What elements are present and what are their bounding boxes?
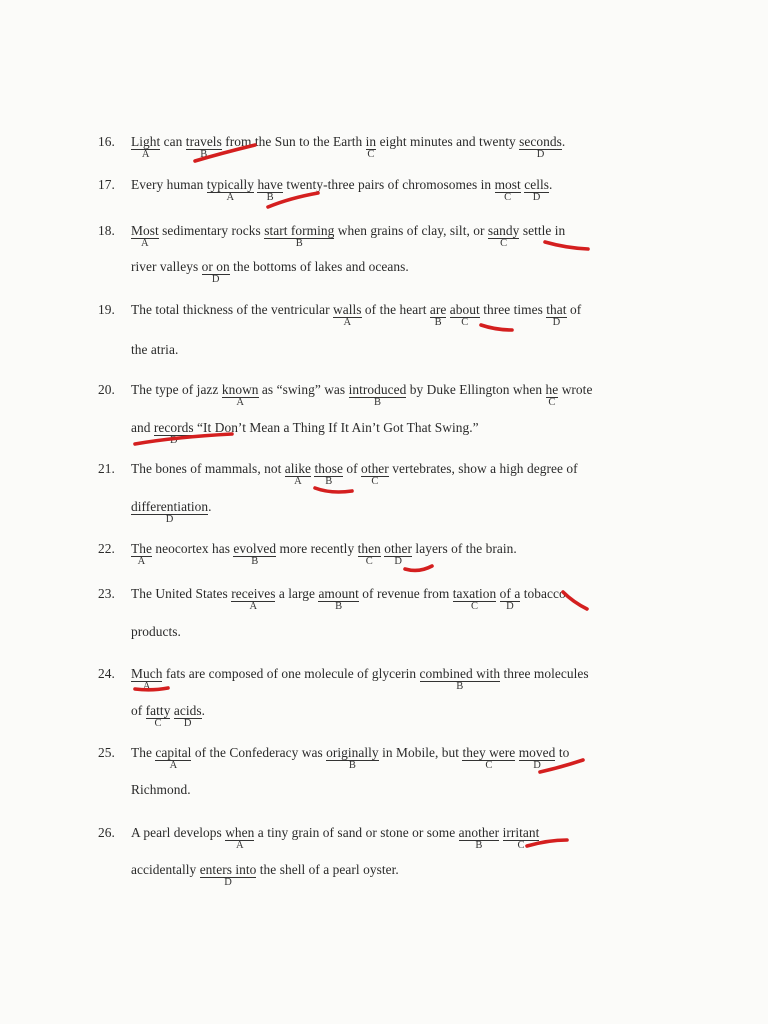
sentence-text: vertebrates, show a high degree of bbox=[388, 461, 578, 476]
sentence-text: products. bbox=[131, 624, 181, 639]
question-17 bbox=[98, 177, 553, 203]
question-number: 20. bbox=[98, 382, 115, 397]
answer-option bbox=[264, 223, 335, 249]
answer-option bbox=[545, 382, 559, 408]
question-19-continued bbox=[98, 342, 178, 358]
option-letter: C bbox=[371, 476, 379, 487]
answer-option bbox=[131, 223, 159, 249]
option-text: introduced bbox=[348, 382, 407, 397]
option-letter: C bbox=[367, 149, 375, 160]
option-text: have bbox=[257, 177, 283, 192]
option-text: acids bbox=[173, 703, 202, 718]
sentence-text: neocortex has bbox=[151, 541, 234, 556]
option-letter: A bbox=[235, 840, 244, 851]
sentence-text: settle in bbox=[519, 223, 566, 238]
red-pen-mark-q18 bbox=[545, 242, 588, 249]
question-24-continued bbox=[98, 703, 206, 729]
answer-option bbox=[231, 586, 276, 612]
option-text: records bbox=[153, 420, 194, 435]
sentence-text: “It Don’t Mean a Thing If It Ain’t Got That Swing.” bbox=[193, 420, 479, 435]
sentence-text: . bbox=[208, 499, 212, 514]
question-number: 25. bbox=[98, 745, 115, 760]
sentence-text: The bbox=[131, 745, 156, 760]
option-letter: A bbox=[294, 476, 302, 487]
option-text: combined with bbox=[419, 666, 501, 681]
option-letter: A bbox=[226, 192, 235, 203]
question-21-continued bbox=[98, 499, 212, 525]
answer-option bbox=[429, 302, 447, 328]
answer-option bbox=[361, 461, 389, 487]
answer-option bbox=[199, 862, 257, 888]
answer-option bbox=[284, 461, 312, 487]
answer-option bbox=[348, 382, 407, 408]
option-text: travels bbox=[185, 134, 222, 149]
red-pen-mark-q23 bbox=[563, 592, 587, 609]
option-letter: C bbox=[461, 317, 469, 328]
option-letter: D bbox=[183, 718, 192, 729]
option-letter: B bbox=[200, 149, 208, 160]
option-letter: C bbox=[504, 192, 512, 203]
option-text: irritant bbox=[502, 825, 540, 840]
option-text: alike bbox=[284, 461, 312, 476]
answer-option bbox=[524, 177, 550, 203]
sentence-text: . bbox=[549, 177, 553, 192]
option-letter: A bbox=[142, 681, 151, 692]
sentence-text: the atria. bbox=[131, 342, 179, 357]
sentence-text: can bbox=[160, 134, 186, 149]
answer-option bbox=[233, 541, 277, 567]
option-text: fatty bbox=[145, 703, 171, 718]
answer-option bbox=[449, 302, 480, 328]
sentence-text: of bbox=[342, 461, 362, 476]
question-22 bbox=[98, 541, 517, 567]
answer-option bbox=[131, 134, 161, 160]
answer-option bbox=[419, 666, 501, 692]
sentence-text: wrote bbox=[558, 382, 593, 397]
sentence-text: accidentally bbox=[131, 862, 200, 877]
sentence-text: Every human bbox=[131, 177, 207, 192]
option-letter: D bbox=[506, 601, 514, 612]
option-text: typically bbox=[206, 177, 255, 192]
option-text: amount bbox=[318, 586, 359, 601]
answer-option bbox=[452, 586, 497, 612]
option-letter: A bbox=[137, 556, 146, 567]
option-text: other bbox=[361, 461, 389, 476]
answer-option bbox=[518, 745, 556, 771]
option-text: start forming bbox=[264, 223, 335, 238]
option-text: Light bbox=[131, 134, 161, 149]
option-letter: C bbox=[517, 840, 525, 851]
option-text: in bbox=[365, 134, 377, 149]
option-letter: D bbox=[211, 274, 220, 285]
question-26-continued bbox=[98, 862, 399, 888]
sentence-text: river valleys bbox=[131, 259, 202, 274]
answer-option bbox=[153, 420, 194, 446]
sentence-text: The United States bbox=[131, 586, 232, 601]
option-text: they were bbox=[462, 745, 516, 760]
sentence-text: eight minutes and twenty bbox=[376, 134, 520, 149]
option-letter: B bbox=[348, 760, 356, 771]
option-letter: B bbox=[266, 192, 274, 203]
sentence-text: more recently bbox=[276, 541, 358, 556]
sentence-text: layers of the brain. bbox=[412, 541, 517, 556]
option-text: other bbox=[384, 541, 413, 556]
sentence-text: Richmond. bbox=[131, 782, 191, 797]
sentence-text: of bbox=[131, 703, 146, 718]
question-number: 26. bbox=[98, 825, 115, 840]
sentence-text: three times bbox=[479, 302, 547, 317]
option-text: he bbox=[545, 382, 559, 397]
answer-option bbox=[487, 223, 520, 249]
option-text: Most bbox=[131, 223, 159, 238]
sentence-text: of bbox=[566, 302, 582, 317]
option-letter: B bbox=[373, 397, 381, 408]
option-letter: C bbox=[485, 760, 493, 771]
answer-option bbox=[155, 745, 192, 771]
option-letter: D bbox=[536, 149, 545, 160]
answer-option bbox=[201, 259, 230, 285]
sentence-text: of revenue from bbox=[358, 586, 453, 601]
option-text: The bbox=[131, 541, 152, 556]
answer-option bbox=[462, 745, 516, 771]
question-25 bbox=[98, 745, 570, 771]
answer-option bbox=[519, 134, 562, 160]
sentence-text: a tiny grain of sand or stone or some bbox=[254, 825, 459, 840]
question-20-continued bbox=[98, 420, 479, 446]
option-text: about bbox=[449, 302, 480, 317]
option-text: capital bbox=[155, 745, 192, 760]
sentence-text: of the heart bbox=[361, 302, 430, 317]
answer-option bbox=[318, 586, 359, 612]
question-number: 19. bbox=[98, 302, 115, 317]
sentence-text: . bbox=[561, 134, 566, 149]
sentence-text: The total thickness of the ventricular bbox=[131, 302, 333, 317]
sentence-text: a large bbox=[275, 586, 319, 601]
option-letter: C bbox=[548, 397, 556, 408]
answer-option bbox=[131, 666, 163, 692]
option-letter: D bbox=[165, 514, 174, 525]
option-letter: D bbox=[394, 556, 402, 567]
answer-option bbox=[185, 134, 222, 160]
option-text: receives bbox=[231, 586, 276, 601]
answer-option bbox=[365, 134, 377, 160]
option-letter: C bbox=[470, 601, 479, 612]
answer-option bbox=[494, 177, 521, 203]
option-letter: D bbox=[169, 435, 178, 446]
sentence-text: twenty-three pairs of chromosomes in bbox=[282, 177, 495, 192]
option-text: differentiation bbox=[131, 499, 209, 514]
question-23-continued bbox=[98, 624, 181, 640]
answer-option bbox=[546, 302, 567, 328]
option-text: or on bbox=[201, 259, 230, 274]
answer-option bbox=[145, 703, 171, 729]
option-letter: B bbox=[251, 556, 259, 567]
option-text: Much bbox=[131, 666, 163, 681]
option-text: are bbox=[429, 302, 447, 317]
red-pen-mark-q19 bbox=[481, 325, 512, 330]
answer-option bbox=[221, 382, 259, 408]
option-letter: D bbox=[533, 760, 541, 771]
option-text: moved bbox=[518, 745, 556, 760]
option-letter: A bbox=[343, 317, 352, 328]
option-text: walls bbox=[333, 302, 362, 317]
option-letter: A bbox=[141, 238, 149, 249]
question-20 bbox=[98, 382, 593, 408]
question-24 bbox=[98, 666, 589, 692]
question-number: 17. bbox=[98, 177, 115, 192]
sentence-text: and bbox=[131, 420, 154, 435]
option-letter: B bbox=[475, 840, 483, 851]
question-26 bbox=[98, 825, 540, 851]
answer-option bbox=[314, 461, 343, 487]
option-text: another bbox=[458, 825, 500, 840]
option-letter: B bbox=[295, 238, 303, 249]
option-letter: C bbox=[500, 238, 508, 249]
option-text: when bbox=[225, 825, 255, 840]
question-number: 22. bbox=[98, 541, 115, 556]
answer-option bbox=[502, 825, 540, 851]
question-number: 18. bbox=[98, 223, 115, 238]
answer-option bbox=[257, 177, 283, 203]
question-number: 16. bbox=[98, 134, 115, 149]
option-text: that bbox=[546, 302, 567, 317]
question-18-continued bbox=[98, 259, 409, 285]
sentence-text: . bbox=[201, 703, 206, 718]
question-19 bbox=[98, 302, 582, 328]
option-letter: B bbox=[434, 317, 442, 328]
option-text: cells bbox=[524, 177, 550, 192]
sentence-text: sedimentary rocks bbox=[158, 223, 265, 238]
option-text: most bbox=[494, 177, 521, 192]
question-21 bbox=[98, 461, 578, 487]
answer-option bbox=[206, 177, 255, 203]
sentence-text: by Duke Ellington when bbox=[406, 382, 546, 397]
option-letter: D bbox=[552, 317, 561, 328]
option-text: those bbox=[314, 461, 343, 476]
question-18 bbox=[98, 223, 566, 249]
option-letter: D bbox=[224, 877, 232, 888]
red-pen-mark-q21 bbox=[315, 488, 352, 492]
answer-option bbox=[333, 302, 362, 328]
question-23 bbox=[98, 586, 566, 612]
option-text: evolved bbox=[233, 541, 277, 556]
sentence-text: the shell of a pearl oyster. bbox=[256, 862, 399, 877]
sentence-text: in Mobile, but bbox=[378, 745, 463, 760]
option-letter: C bbox=[154, 718, 162, 729]
option-text: originally bbox=[326, 745, 379, 760]
sentence-text: tobacco bbox=[520, 586, 566, 601]
option-letter: A bbox=[141, 149, 150, 160]
sentence-text: from the Sun to the Earth bbox=[221, 134, 366, 149]
question-16 bbox=[98, 134, 566, 160]
option-text: sandy bbox=[487, 223, 520, 238]
sentence-text: as “swing” was bbox=[258, 382, 349, 397]
option-letter: A bbox=[249, 601, 258, 612]
question-number: 23. bbox=[98, 586, 115, 601]
sentence-text: of the Confederacy was bbox=[191, 745, 327, 760]
question-25-continued bbox=[98, 782, 191, 798]
sentence-text: A pearl develops bbox=[131, 825, 226, 840]
answer-option bbox=[499, 586, 521, 612]
sentence-text: The type of jazz bbox=[131, 382, 222, 397]
sentence-text: to bbox=[555, 745, 570, 760]
answer-option bbox=[131, 541, 152, 567]
sentence-text: when grains of clay, silt, or bbox=[334, 223, 488, 238]
answer-option bbox=[131, 499, 209, 525]
option-text: of a bbox=[499, 586, 521, 601]
option-text: enters into bbox=[199, 862, 257, 877]
option-letter: B bbox=[335, 601, 343, 612]
option-letter: C bbox=[365, 556, 373, 567]
option-letter: D bbox=[532, 192, 541, 203]
answer-option bbox=[357, 541, 381, 567]
question-number: 21. bbox=[98, 461, 115, 476]
option-letter: A bbox=[236, 397, 244, 408]
sentence-text: fats are composed of one molecule of glycerin bbox=[162, 666, 420, 681]
option-letter: B bbox=[325, 476, 333, 487]
option-text: taxation bbox=[452, 586, 497, 601]
option-text: seconds bbox=[519, 134, 562, 149]
sentence-text: three molecules bbox=[500, 666, 589, 681]
option-text: known bbox=[221, 382, 259, 397]
question-number: 24. bbox=[98, 666, 115, 681]
sentence-text: The bones of mammals, not bbox=[131, 461, 285, 476]
option-letter: A bbox=[169, 760, 178, 771]
sentence-text: the bottoms of lakes and oceans. bbox=[229, 259, 409, 274]
answer-option bbox=[225, 825, 255, 851]
option-letter: B bbox=[456, 681, 464, 692]
answer-option bbox=[173, 703, 202, 729]
answer-option bbox=[326, 745, 379, 771]
answer-option bbox=[384, 541, 413, 567]
option-text: then bbox=[357, 541, 381, 556]
answer-option bbox=[458, 825, 500, 851]
